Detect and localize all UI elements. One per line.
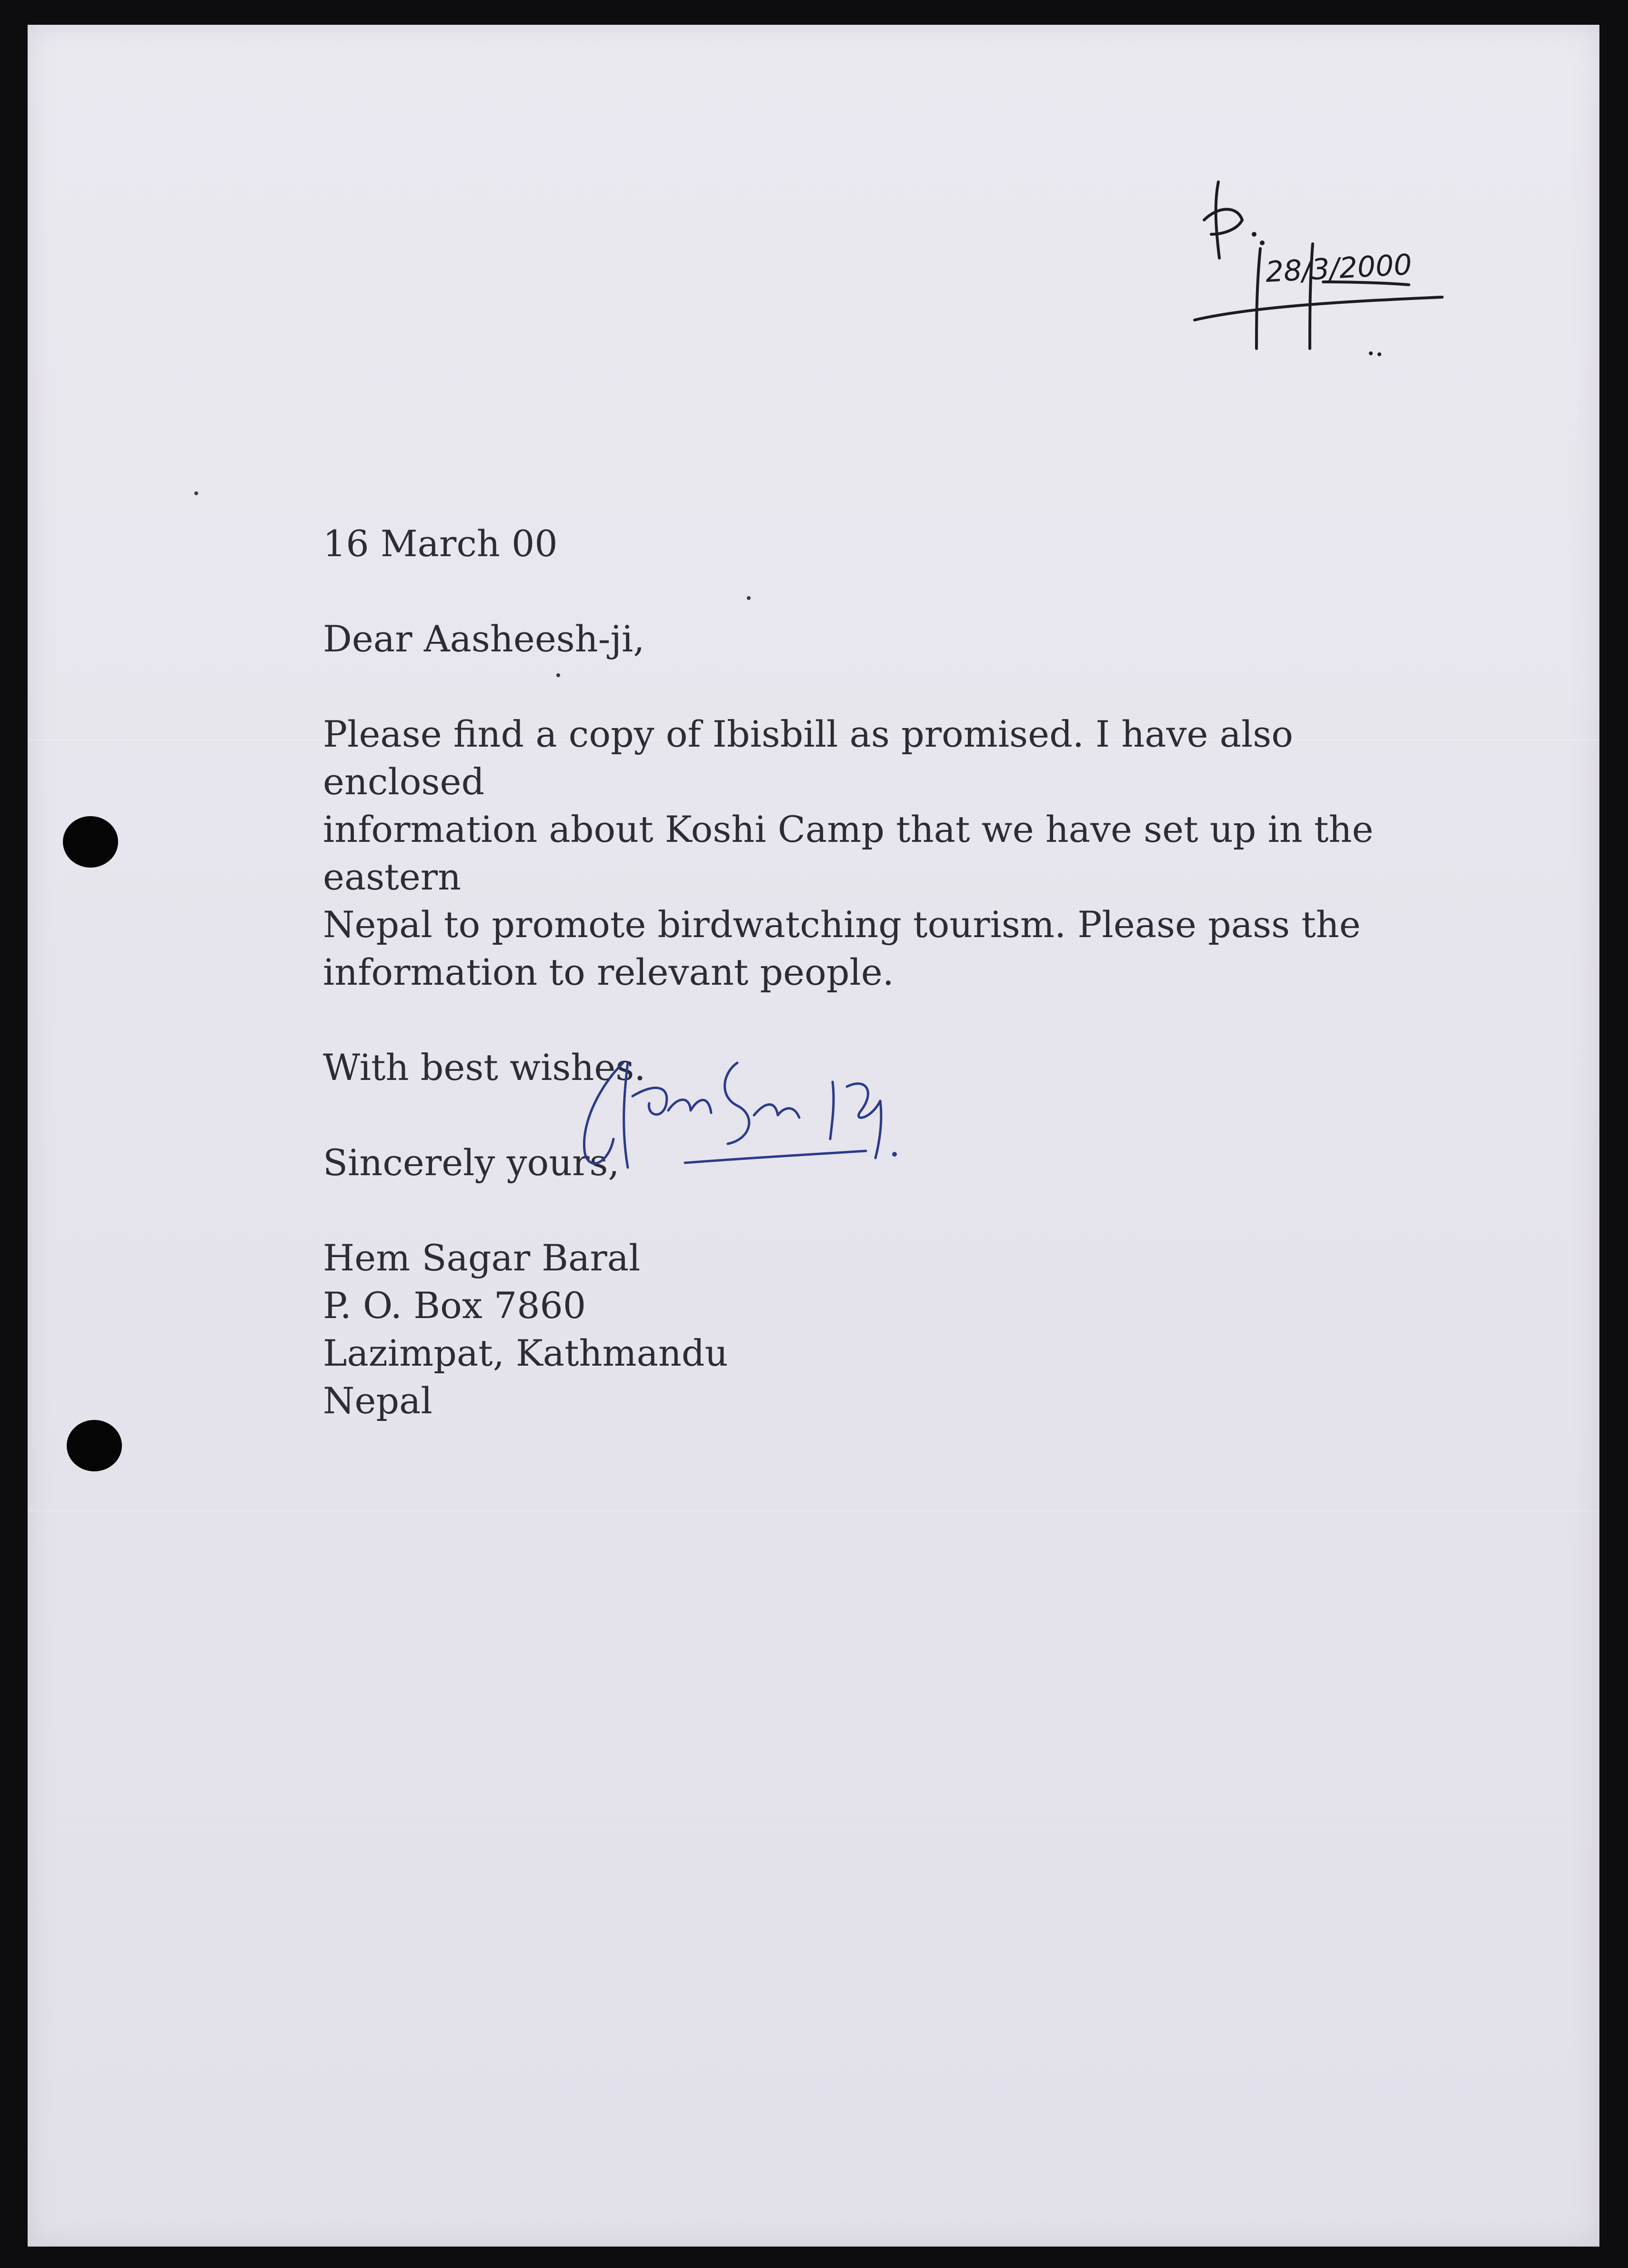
stray-ink-dot xyxy=(194,491,198,495)
punch-hole-bottom xyxy=(67,1420,122,1471)
handwritten-date-annotation xyxy=(1185,163,1452,368)
paper-crease xyxy=(28,1510,1599,1511)
letter-closing: With best wishes. xyxy=(323,1046,646,1089)
annotation-date: 28/3/2000 xyxy=(1265,248,1413,289)
sender-address-block xyxy=(323,1234,1466,1425)
letter-sheet xyxy=(28,25,1599,2247)
punch-hole-top xyxy=(63,816,118,868)
sender-po-box: P. O. Box 7860 xyxy=(323,1284,586,1327)
letter-body-paragraph: Please find a copy of Ibisbill as promised. I have also enclosed information about Koshi Camp that we have set up in the eastern Nepal to promote birdwatching tourism. Please pass the information to relevant people. xyxy=(323,713,1374,993)
letter-body xyxy=(323,520,1466,1425)
sender-country: Nepal xyxy=(323,1379,432,1422)
handwritten-signature xyxy=(566,1044,956,1196)
sender-name: Hem Sagar Baral xyxy=(323,1237,641,1279)
letter-salutation: Dear Aasheesh-ji, xyxy=(323,618,645,660)
sender-locality: Lazimpat, Kathmandu xyxy=(323,1332,728,1374)
letter-sign-off: Sincerely yours, xyxy=(323,1141,620,1184)
letter-date: 16 March 00 xyxy=(323,522,558,565)
